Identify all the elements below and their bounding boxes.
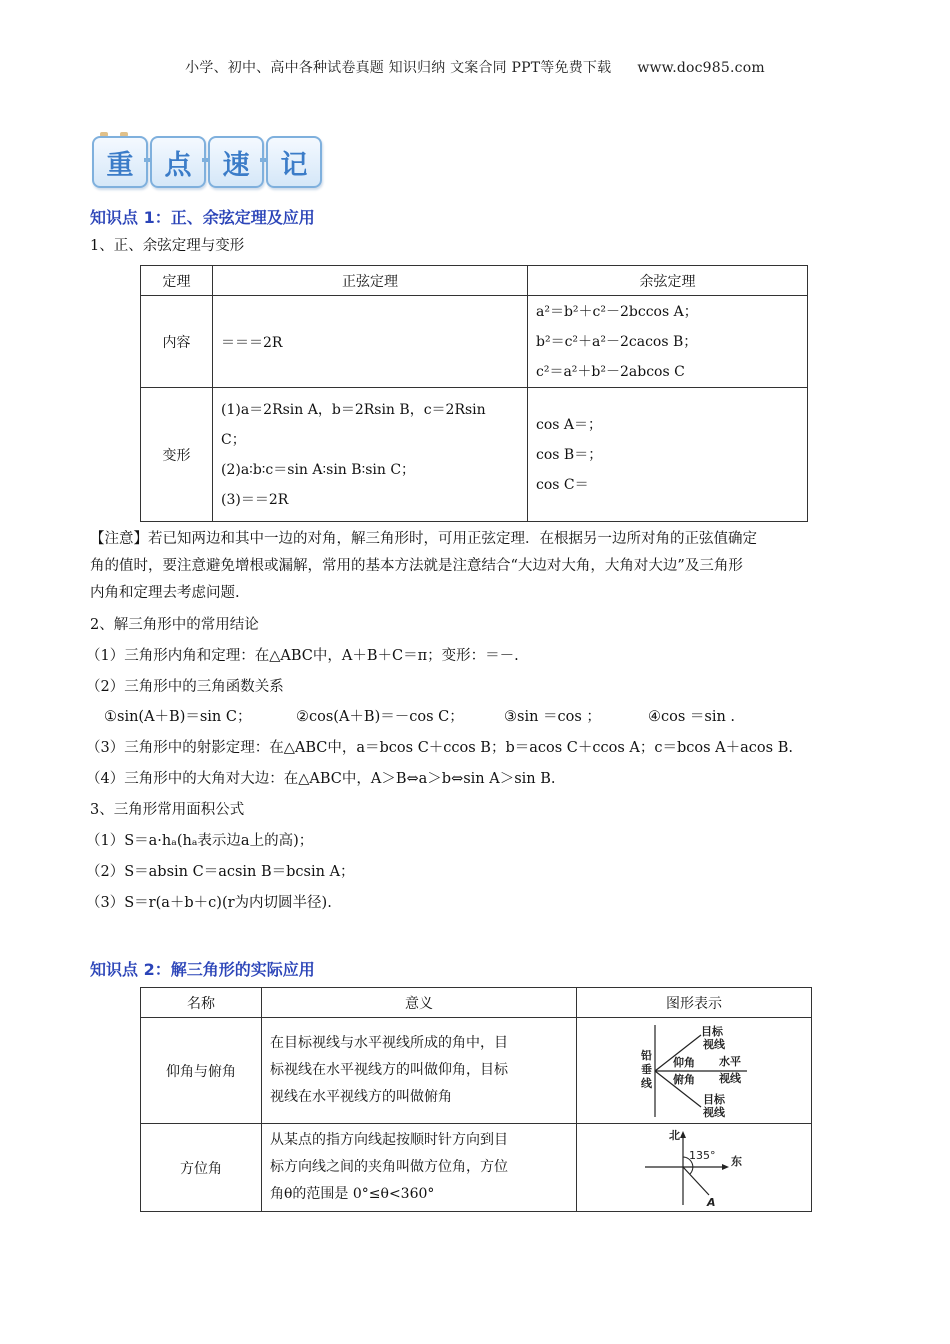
- trig-relation-2: ②cos(A＋B)＝－cos C；: [296, 709, 464, 725]
- note-line: 内角和定理去考虑问题.: [90, 585, 240, 601]
- cosine-law-transform: [528, 388, 808, 522]
- upper-target-label: 视线: [703, 1037, 725, 1051]
- cosine-formula-a: a²＝b²＋c²－2bccos A；: [536, 303, 698, 320]
- badge-char: 速: [208, 136, 264, 188]
- table-header-cell: 定理: [141, 266, 213, 296]
- header-url[interactable]: www.doc985.com: [637, 60, 765, 76]
- table-header-cell: 意义: [262, 988, 577, 1018]
- meaning-line: 标视线在水平视线方的叫做仰角，目标: [270, 1062, 508, 1078]
- badge-char: 重: [92, 136, 148, 188]
- conclusion-3: （3）三角形中的射影定理：在△ABC中，a＝bcos C＋ccos B；b＝acos C＋ccos A；c＝bcos A＋acos B.: [86, 740, 793, 756]
- area-formula-1: （1）S＝a·hₐ(hₐ表示边a上的高)；: [86, 833, 314, 849]
- upper-target-label: 目标: [701, 1024, 723, 1038]
- note-line: 角的值时，要注意避免增根或漏解，常用的基本方法就是注意结合“大边对大角，大角对大边”及三角形: [90, 558, 743, 574]
- sine-transform-3: (3)＝＝2R: [221, 491, 289, 508]
- angle-label: 135°: [689, 1148, 716, 1162]
- table-header-cell: 正弦定理: [213, 266, 528, 296]
- cos-a-formula: cos A＝；: [536, 416, 603, 433]
- horizontal-label: 视线: [719, 1071, 741, 1085]
- figure-azimuth-cell: [577, 1124, 812, 1212]
- trig-relation-1: ①sin(A＋B)＝sin C；: [104, 709, 252, 725]
- sine-transform-2: (2)a∶b∶c＝sin A∶sin B∶sin C；: [221, 461, 416, 478]
- note-paragraph: [90, 526, 880, 607]
- east-label: 东: [731, 1154, 742, 1168]
- kp1-subtitle-3: 3、三角形常用面积公式: [90, 802, 245, 818]
- sine-law-formula: ＝＝＝2R: [221, 334, 283, 351]
- figure-elevation-depression-cell: [577, 1018, 812, 1124]
- meaning-azimuth: [262, 1124, 577, 1212]
- conclusion-4: （4）三角形中的大角对大边：在△ABC中，A＞B⇔a＞b⇔sin A＞sin B.: [86, 771, 556, 787]
- vertical-label: 垂: [641, 1062, 652, 1076]
- sine-transform-1: (1)a＝2Rsin A，b＝2Rsin B，c＝2Rsin: [221, 401, 486, 418]
- vertical-label: 铅: [641, 1048, 652, 1062]
- cosine-law-content: [528, 296, 808, 388]
- row-label-content: 内容: [141, 296, 213, 388]
- cos-c-formula: cos C＝: [536, 476, 589, 493]
- sine-law-transform: [213, 388, 528, 522]
- elevation-angle-label: 仰角: [673, 1055, 695, 1069]
- north-arrow-icon: [680, 1131, 686, 1138]
- vertical-label: 线: [641, 1076, 652, 1090]
- badge-char: 点: [150, 136, 206, 188]
- kp1-title: 知识点 1：正、余弦定理及应用: [90, 208, 315, 227]
- kp1-subtitle-1: 1、正、余弦定理与变形: [90, 238, 245, 254]
- kp2-title: 知识点 2：解三角形的实际应用: [90, 960, 315, 979]
- meaning-line: 视线在水平视线方的叫做俯角: [270, 1089, 452, 1105]
- kp1-subtitle-2: 2、解三角形中的常用结论: [90, 617, 259, 633]
- meaning-line: 从某点的指方向线起按顺时针方向到目: [270, 1132, 508, 1148]
- lower-target-label: 视线: [703, 1105, 725, 1119]
- table-header-cell: 余弦定理: [528, 266, 808, 296]
- azimuth-diagram: [639, 1129, 749, 1207]
- meaning-line: 标方向线之间的夹角叫做方位角，方位: [270, 1159, 508, 1175]
- table-header-cell: 图形表示: [577, 988, 812, 1018]
- direction-line: [683, 1167, 709, 1195]
- theorem-table: [140, 265, 808, 522]
- point-a-label: A: [707, 1195, 716, 1207]
- cosine-formula-b: b²＝c²＋a²－2cacos B；: [536, 333, 698, 350]
- application-table: [140, 987, 812, 1212]
- badge-char: 记: [266, 136, 322, 188]
- area-formula-3: （3）S＝r(a＋b＋c)(r为内切圆半径).: [86, 895, 332, 911]
- trig-relation-4: ④cos ＝sin .: [648, 709, 736, 725]
- table-header-cell: 名称: [141, 988, 262, 1018]
- cosine-formula-c: c²＝a²＋b²－2abcos C: [536, 363, 685, 380]
- elevation-depression-diagram: [639, 1023, 749, 1119]
- meaning-elevation-depression: [262, 1018, 577, 1124]
- north-label: 北: [669, 1128, 680, 1142]
- cos-b-formula: cos B＝；: [536, 446, 603, 463]
- sine-law-content: [213, 296, 528, 388]
- east-arrow-icon: [722, 1164, 729, 1170]
- row-label-transform: 变形: [141, 388, 213, 522]
- page-header: [0, 57, 950, 77]
- meaning-line: 角θ的范围是 0°≤θ<360°: [270, 1186, 435, 1202]
- lower-target-label: 目标: [703, 1092, 725, 1106]
- term-azimuth: 方位角: [141, 1124, 262, 1212]
- conclusion-1: （1）三角形内角和定理：在△ABC中，A＋B＋C＝π；变形：＝－.: [86, 648, 519, 664]
- header-text: 小学、初中、高中各种试卷真题 知识归纳 文案合同 PPT等免费下载: [185, 60, 612, 76]
- term-elevation-depression: 仰角与俯角: [141, 1018, 262, 1124]
- area-formula-2: （2）S＝absin C＝acsin B＝bcsin A；: [86, 864, 355, 880]
- conclusion-2: （2）三角形中的三角函数关系: [86, 679, 284, 695]
- note-line: 【注意】若已知两边和其中一边的对角，解三角形时，可用正弦定理．在根据另一边所对角的正弦值确定: [90, 531, 757, 547]
- sine-transform-1-cont: C；: [221, 431, 246, 448]
- depression-angle-label: 俯角: [673, 1072, 695, 1086]
- meaning-line: 在目标视线与水平视线所成的角中，目: [270, 1035, 508, 1051]
- horizontal-label: 水平: [719, 1054, 741, 1068]
- trig-relation-3: ③sin ＝cos ；: [504, 709, 601, 725]
